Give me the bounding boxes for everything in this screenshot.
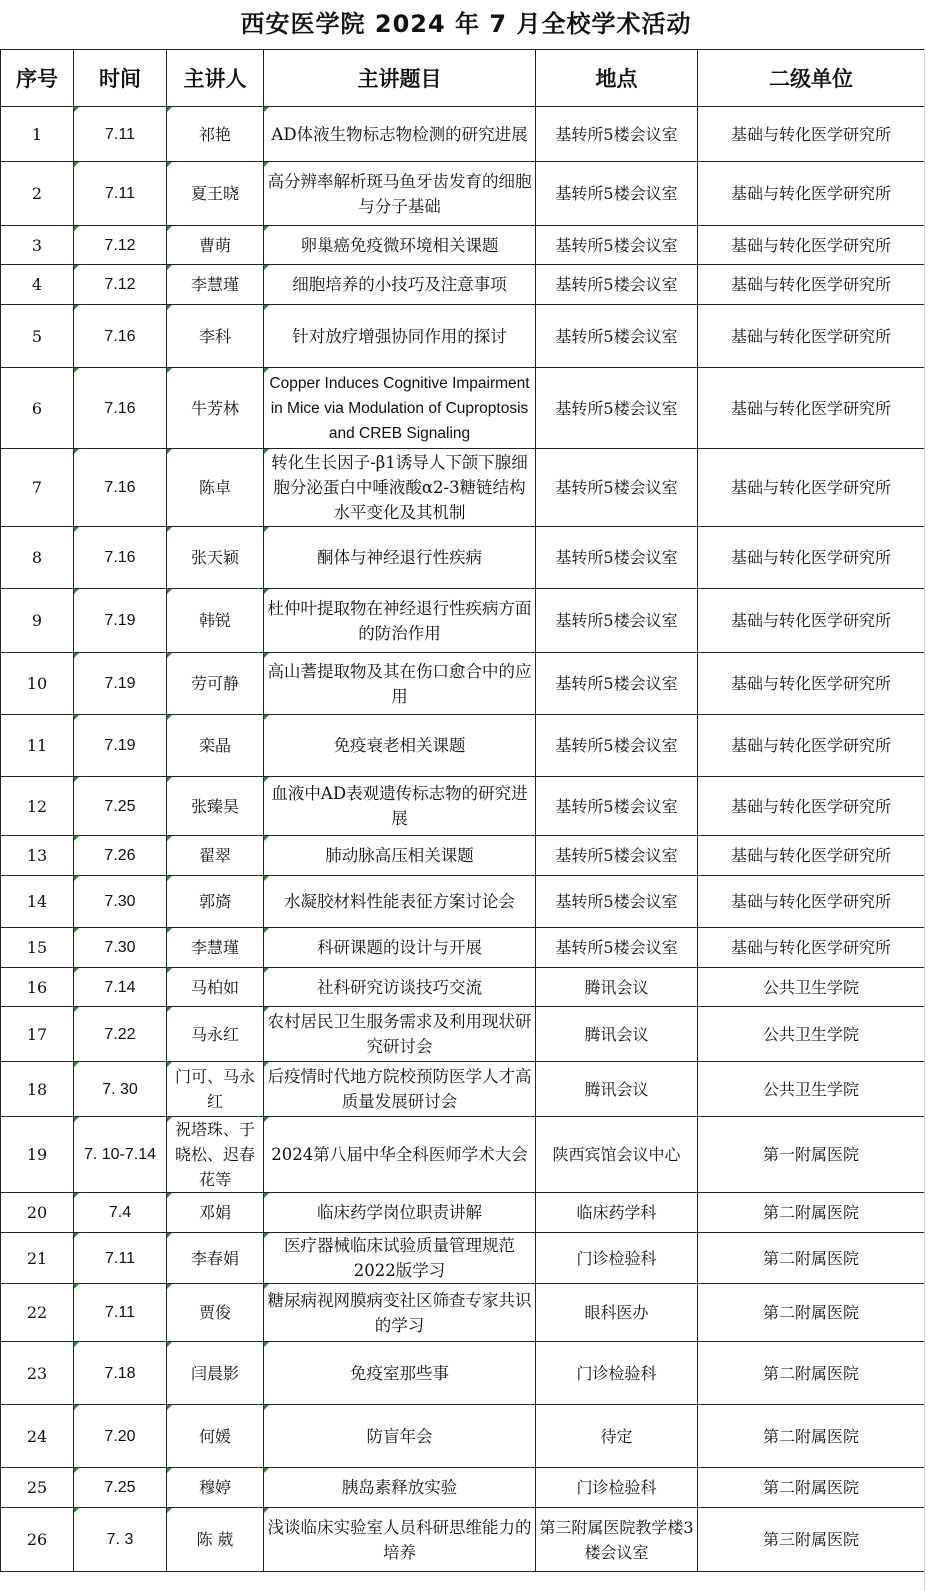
- table-row: [1, 527, 925, 589]
- table-row: [1, 1007, 925, 1062]
- cell-topic: 胰岛素释放实验: [264, 1468, 536, 1508]
- cell-date: 7.26: [74, 836, 167, 876]
- table-row: [1, 1342, 925, 1405]
- cell-speaker: 陈 葳: [167, 1508, 264, 1572]
- cell-speaker: 祝塔珠、于晓松、迟春花等: [167, 1117, 264, 1193]
- cell-unit: 基础与转化医学研究所: [698, 527, 925, 589]
- cell-venue: 基转所5楼会议室: [536, 777, 698, 836]
- cell-no: 7: [1, 449, 74, 527]
- table-row: [1, 368, 925, 449]
- cell-unit: 第二附属医院: [698, 1193, 925, 1233]
- cell-venue: 基转所5楼会议室: [536, 265, 698, 305]
- cell-date: 7.16: [74, 449, 167, 527]
- cell-date: 7. 30: [74, 1062, 167, 1117]
- cell-venue: 腾讯会议: [536, 1007, 698, 1062]
- table-row: [1, 265, 925, 305]
- cell-unit: 基础与转化医学研究所: [698, 107, 925, 162]
- cell-venue: 待定: [536, 1405, 698, 1468]
- cell-speaker: 马柏如: [167, 968, 264, 1007]
- header-speaker: 主讲人: [167, 50, 264, 107]
- table-row: [1, 449, 925, 527]
- cell-venue: 基转所5楼会议室: [536, 107, 698, 162]
- table-row: [1, 1117, 925, 1193]
- header-topic: 主讲题目: [264, 50, 536, 107]
- cell-venue: 眼科医办: [536, 1284, 698, 1342]
- cell-topic: 临床药学岗位职责讲解: [264, 1193, 536, 1233]
- cell-topic: 科研课题的设计与开展: [264, 928, 536, 968]
- cell-venue: 基转所5楼会议室: [536, 653, 698, 715]
- cell-no: 15: [1, 928, 74, 968]
- cell-no: 3: [1, 226, 74, 265]
- header-date: 时间: [74, 50, 167, 107]
- cell-unit: 第二附属医院: [698, 1468, 925, 1508]
- cell-venue: 第三附属医院教学楼3楼会议室: [536, 1508, 698, 1572]
- cell-venue: 基转所5楼会议室: [536, 589, 698, 653]
- cell-speaker: 祁艳: [167, 107, 264, 162]
- cell-speaker: 张臻昊: [167, 777, 264, 836]
- cell-speaker: 贾俊: [167, 1284, 264, 1342]
- cell-venue: 基转所5楼会议室: [536, 449, 698, 527]
- cell-speaker: 韩锐: [167, 589, 264, 653]
- cell-date: 7.16: [74, 305, 167, 368]
- cell-date: 7.25: [74, 777, 167, 836]
- table-row: [1, 1468, 925, 1508]
- cell-no: 4: [1, 265, 74, 305]
- cell-speaker: 李慧瑾: [167, 928, 264, 968]
- cell-speaker: 马永红: [167, 1007, 264, 1062]
- cell-topic: 水凝胶材料性能表征方案讨论会: [264, 876, 536, 928]
- cell-speaker: 翟翠: [167, 836, 264, 876]
- cell-no: 14: [1, 876, 74, 928]
- cell-date: 7. 3: [74, 1508, 167, 1572]
- cell-no: 19: [1, 1117, 74, 1193]
- header-venue: 地点: [536, 50, 698, 107]
- table-row: [1, 1405, 925, 1468]
- cell-unit: 基础与转化医学研究所: [698, 836, 925, 876]
- cell-topic: 转化生长因子-β1诱导人下颌下腺细胞分泌蛋白中唾液酸α2-3糖链结构水平变化及其机制: [264, 449, 536, 527]
- cell-no: 13: [1, 836, 74, 876]
- right-border: [924, 49, 925, 1591]
- cell-date: 7.18: [74, 1342, 167, 1405]
- cell-unit: 基础与转化医学研究所: [698, 589, 925, 653]
- cell-unit: 公共卫生学院: [698, 1062, 925, 1117]
- table-row: [1, 1508, 925, 1572]
- table-row: [1, 226, 925, 265]
- cell-venue: 基转所5楼会议室: [536, 715, 698, 777]
- cell-topic: 肺动脉高压相关课题: [264, 836, 536, 876]
- cell-topic: 农村居民卫生服务需求及利用现状研究研讨会: [264, 1007, 536, 1062]
- cell-date: 7.11: [74, 107, 167, 162]
- cell-venue: 基转所5楼会议室: [536, 305, 698, 368]
- cell-speaker: 李科: [167, 305, 264, 368]
- cell-no: 22: [1, 1284, 74, 1342]
- cell-no: 20: [1, 1193, 74, 1233]
- cell-unit: 第一附属医院: [698, 1117, 925, 1193]
- cell-no: 10: [1, 653, 74, 715]
- cell-venue: 基转所5楼会议室: [536, 368, 698, 449]
- cell-unit: 基础与转化医学研究所: [698, 265, 925, 305]
- table-row: [1, 1193, 925, 1233]
- cell-no: 2: [1, 162, 74, 226]
- cell-date: 7.25: [74, 1468, 167, 1508]
- cell-date: 7.30: [74, 876, 167, 928]
- cell-no: 23: [1, 1342, 74, 1405]
- cell-no: 1: [1, 107, 74, 162]
- cell-topic: 杜仲叶提取物在神经退行性疾病方面的防治作用: [264, 589, 536, 653]
- table-row: [1, 1062, 925, 1117]
- activity-table: [0, 49, 925, 1572]
- cell-date: 7.11: [74, 162, 167, 226]
- cell-venue: 门诊检验科: [536, 1342, 698, 1405]
- table-row: [1, 876, 925, 928]
- cell-no: 18: [1, 1062, 74, 1117]
- cell-speaker: 夏王晓: [167, 162, 264, 226]
- table-row: [1, 968, 925, 1007]
- cell-speaker: 李春娟: [167, 1233, 264, 1284]
- table-row: [1, 107, 925, 162]
- cell-date: 7.20: [74, 1405, 167, 1468]
- cell-speaker: 闫晨影: [167, 1342, 264, 1405]
- cell-no: 11: [1, 715, 74, 777]
- cell-topic: 免疫衰老相关课题: [264, 715, 536, 777]
- cell-date: 7.19: [74, 715, 167, 777]
- cell-venue: 基转所5楼会议室: [536, 928, 698, 968]
- cell-topic: 医疗器械临床试验质量管理规范2022版学习: [264, 1233, 536, 1284]
- cell-unit: 基础与转化医学研究所: [698, 449, 925, 527]
- cell-date: 7.14: [74, 968, 167, 1007]
- cell-no: 8: [1, 527, 74, 589]
- header-no: 序号: [1, 50, 74, 107]
- cell-topic: 免疫室那些事: [264, 1342, 536, 1405]
- cell-topic: 细胞培养的小技巧及注意事项: [264, 265, 536, 305]
- cell-speaker: 郭旖: [167, 876, 264, 928]
- cell-venue: 基转所5楼会议室: [536, 226, 698, 265]
- cell-speaker: 邓娟: [167, 1193, 264, 1233]
- cell-date: 7.11: [74, 1233, 167, 1284]
- cell-topic: 糖尿病视网膜病变社区筛查专家共识的学习: [264, 1284, 536, 1342]
- cell-speaker: 牛芳林: [167, 368, 264, 449]
- cell-no: 24: [1, 1405, 74, 1468]
- cell-speaker: 栾晶: [167, 715, 264, 777]
- cell-venue: 门诊检验科: [536, 1233, 698, 1284]
- cell-unit: 公共卫生学院: [698, 968, 925, 1007]
- cell-topic: 防盲年会: [264, 1405, 536, 1468]
- cell-unit: 基础与转化医学研究所: [698, 305, 925, 368]
- cell-topic: 高山蓍提取物及其在伤口愈合中的应用: [264, 653, 536, 715]
- cell-no: 25: [1, 1468, 74, 1508]
- cell-speaker: 劳可静: [167, 653, 264, 715]
- cell-date: 7.12: [74, 265, 167, 305]
- cell-speaker: 门可、马永红: [167, 1062, 264, 1117]
- cell-speaker: 陈卓: [167, 449, 264, 527]
- cell-speaker: 李慧瑾: [167, 265, 264, 305]
- page-title: 西安医学院 2024 年 7 月全校学术活动: [240, 10, 692, 38]
- cell-topic: 高分辨率解析斑马鱼牙齿发育的细胞与分子基础: [264, 162, 536, 226]
- cell-no: 26: [1, 1508, 74, 1572]
- cell-date: 7.30: [74, 928, 167, 968]
- cell-no: 6: [1, 368, 74, 449]
- cell-topic: 社科研究访谈技巧交流: [264, 968, 536, 1007]
- cell-venue: 陕西宾馆会议中心: [536, 1117, 698, 1193]
- header-row: [1, 50, 925, 107]
- cell-speaker: 曹萌: [167, 226, 264, 265]
- cell-venue: 腾讯会议: [536, 968, 698, 1007]
- cell-date: 7.19: [74, 653, 167, 715]
- cell-date: 7.11: [74, 1284, 167, 1342]
- cell-date: 7.12: [74, 226, 167, 265]
- cell-speaker: 何媛: [167, 1405, 264, 1468]
- cell-unit: 基础与转化医学研究所: [698, 368, 925, 449]
- cell-venue: 基转所5楼会议室: [536, 162, 698, 226]
- cell-date: 7. 10-7.14: [74, 1117, 167, 1193]
- cell-topic: 浅谈临床实验室人员科研思维能力的培养: [264, 1508, 536, 1572]
- cell-no: 16: [1, 968, 74, 1007]
- table-row: [1, 777, 925, 836]
- cell-venue: 基转所5楼会议室: [536, 836, 698, 876]
- table-row: [1, 715, 925, 777]
- cell-topic: Copper Induces Cognitive Impairment in Mice via Modulation of Cuproptosis and CREB Signaling: [264, 368, 536, 449]
- cell-topic: 针对放疗增强协同作用的探讨: [264, 305, 536, 368]
- cell-topic: AD体液生物标志物检测的研究进展: [264, 107, 536, 162]
- cell-venue: 基转所5楼会议室: [536, 876, 698, 928]
- cell-topic: 2024第八届中华全科医师学术大会: [264, 1117, 536, 1193]
- table-row: [1, 836, 925, 876]
- cell-no: 21: [1, 1233, 74, 1284]
- cell-date: 7.16: [74, 527, 167, 589]
- table-row: [1, 589, 925, 653]
- cell-unit: 基础与转化医学研究所: [698, 653, 925, 715]
- cell-topic: 血液中AD表观遗传标志物的研究进展: [264, 777, 536, 836]
- cell-unit: 基础与转化医学研究所: [698, 162, 925, 226]
- cell-topic: 卵巢癌免疫微环境相关课题: [264, 226, 536, 265]
- cell-unit: 基础与转化医学研究所: [698, 928, 925, 968]
- cell-venue: 腾讯会议: [536, 1062, 698, 1117]
- table-row: [1, 162, 925, 226]
- cell-unit: 第二附属医院: [698, 1233, 925, 1284]
- cell-venue: 门诊检验科: [536, 1468, 698, 1508]
- cell-unit: 基础与转化医学研究所: [698, 876, 925, 928]
- cell-topic: 后疫情时代地方院校预防医学人才高质量发展研讨会: [264, 1062, 536, 1117]
- cell-no: 17: [1, 1007, 74, 1062]
- cell-venue: 基转所5楼会议室: [536, 527, 698, 589]
- cell-date: 7.4: [74, 1193, 167, 1233]
- cell-date: 7.19: [74, 589, 167, 653]
- cell-no: 12: [1, 777, 74, 836]
- table-row: [1, 653, 925, 715]
- cell-speaker: 穆婷: [167, 1468, 264, 1508]
- cell-unit: 第二附属医院: [698, 1405, 925, 1468]
- cell-speaker: 张天颖: [167, 527, 264, 589]
- cell-venue: 临床药学科: [536, 1193, 698, 1233]
- cell-unit: 基础与转化医学研究所: [698, 226, 925, 265]
- cell-unit: 公共卫生学院: [698, 1007, 925, 1062]
- table-row: [1, 1284, 925, 1342]
- cell-unit: 第二附属医院: [698, 1284, 925, 1342]
- cell-no: 5: [1, 305, 74, 368]
- table-row: [1, 1233, 925, 1284]
- cell-unit: 基础与转化医学研究所: [698, 715, 925, 777]
- cell-unit: 第二附属医院: [698, 1342, 925, 1405]
- table-row: [1, 928, 925, 968]
- cell-topic: 酮体与神经退行性疾病: [264, 527, 536, 589]
- header-unit: 二级单位: [698, 50, 925, 107]
- cell-unit: 第三附属医院: [698, 1508, 925, 1572]
- cell-date: 7.22: [74, 1007, 167, 1062]
- cell-date: 7.16: [74, 368, 167, 449]
- cell-unit: 基础与转化医学研究所: [698, 777, 925, 836]
- cell-no: 9: [1, 589, 74, 653]
- table-row: [1, 305, 925, 368]
